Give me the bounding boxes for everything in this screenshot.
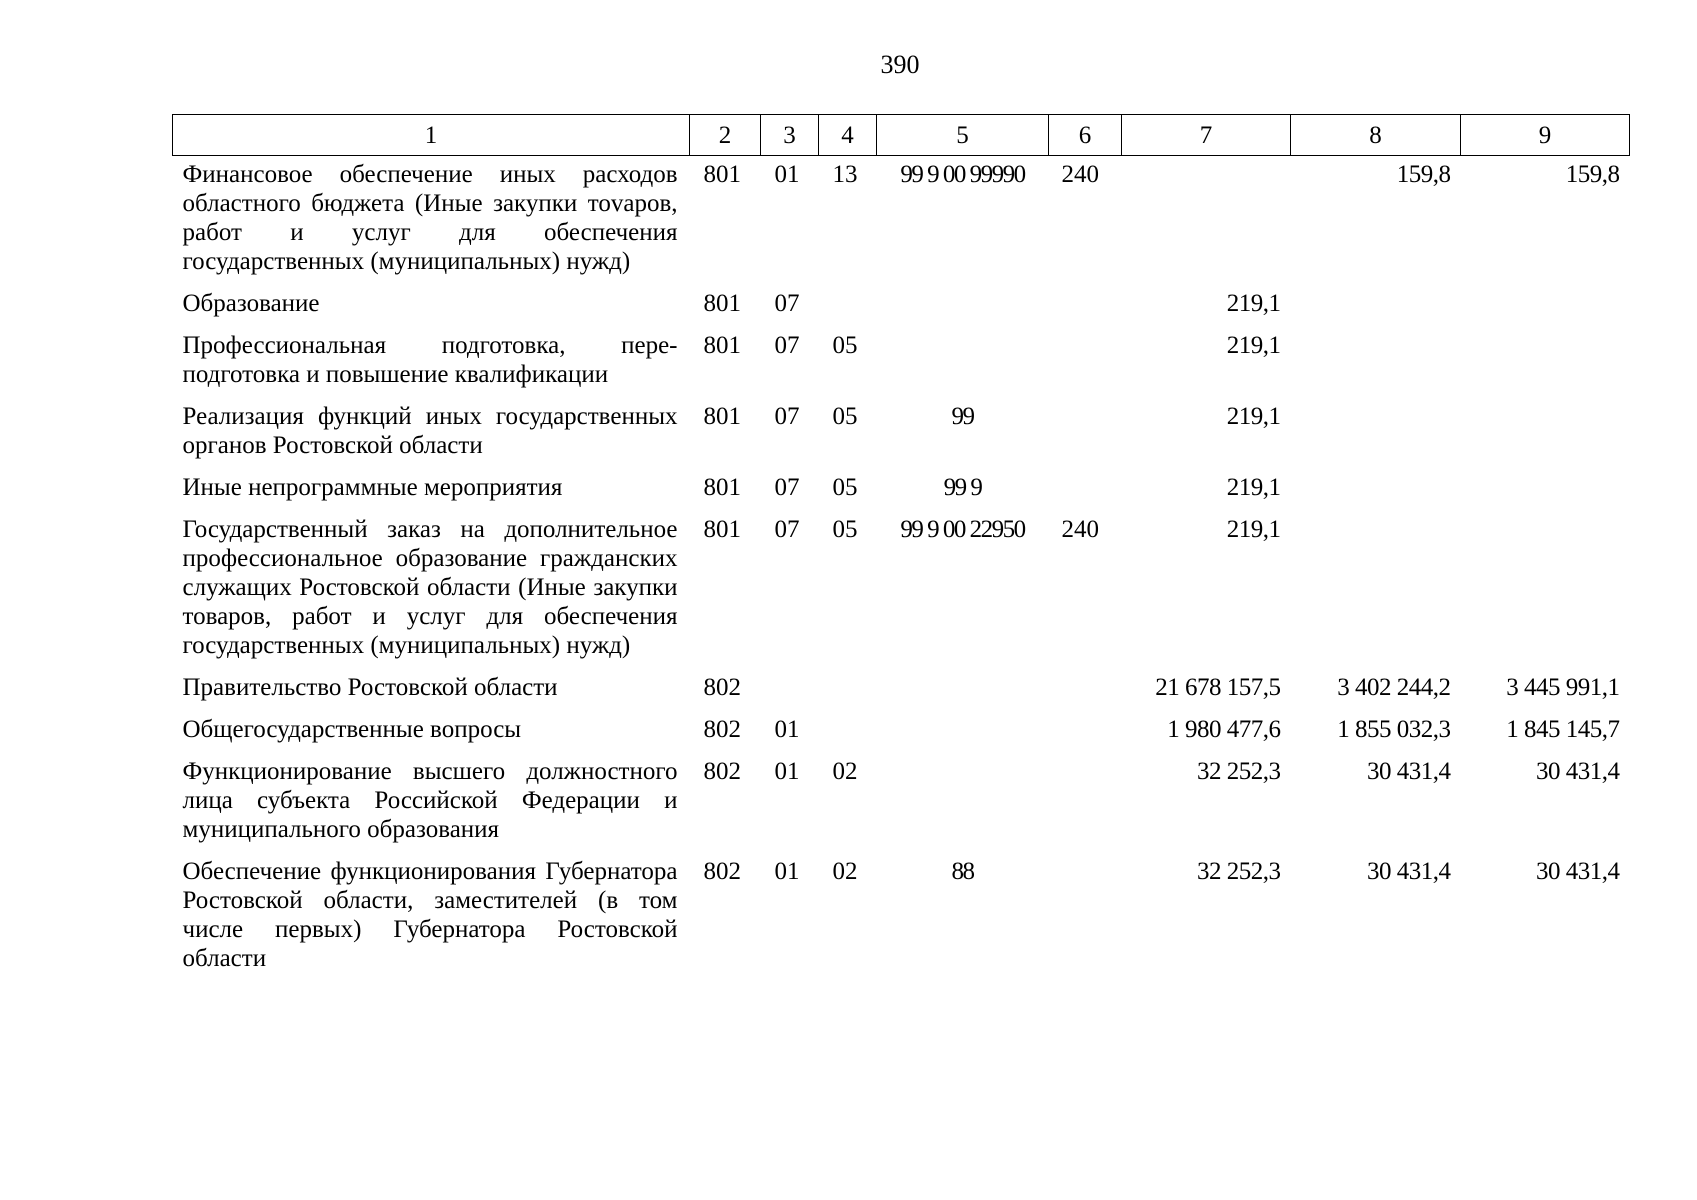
row-code-4: 02 [832,858,858,885]
column-header: 6 [1049,115,1122,156]
row-amount-9: 1 845 145,7 [1506,716,1620,743]
row-code-5 [877,285,1049,327]
row-amount-8: 30 431,4 [1367,758,1451,785]
row-amount-8: 30 431,4 [1367,858,1451,885]
row-code-2: 802 [703,858,741,885]
table-row [173,853,1630,982]
table-row [173,156,1630,286]
row-amount-8 [1291,469,1461,511]
row-code-5 [877,327,1049,398]
table-row [173,753,1630,853]
row-amount-9 [1461,469,1630,511]
row-code-4 [819,669,877,711]
row-amount-7: 32 252,3 [1197,858,1281,885]
row-code-2: 801 [703,516,741,543]
row-code-5: 99 9 00 99990 [900,161,1025,188]
row-amount-8 [1291,398,1461,469]
row-amount-9: 159,8 [1565,161,1620,188]
table-row [173,285,1630,327]
row-code-5 [877,669,1049,711]
column-number-row [173,115,1630,156]
row-code-2: 801 [703,161,741,188]
row-name: Профессиональная подготовка, переподготовка и повышение квалификации [182,332,678,388]
row-amount-7 [1122,156,1291,286]
row-code-5 [877,711,1049,753]
row-code-3: 01 [774,716,800,743]
row-name: Обеспечение функционирования Губернатора Ростовской области, заместителей (в том числе первых) Губернатора Ростовской области [182,858,678,972]
row-name: Функционирование высшего должностного лица субъекта Российской Федерации и муниципального образования [182,758,678,843]
row-name: Государственный заказ на дополнительное профессиональное образование гражданских служащих Ростовской области (Иные закупки товаров, работ и услуг для обеспечения государственных (муниципальных) нужд) [182,516,678,659]
row-amount-7: 32 252,3 [1197,758,1281,785]
row-code-6 [1049,669,1122,711]
row-code-2: 801 [703,474,741,501]
row-amount-8: 3 402 244,2 [1337,674,1451,701]
row-code-3: 07 [774,332,800,359]
row-code-2: 801 [703,332,741,359]
budget-table [172,114,1630,982]
row-amount-9: 30 431,4 [1536,758,1620,785]
row-code-4: 05 [832,403,858,430]
row-amount-7: 219,1 [1226,290,1281,317]
column-header: 2 [690,115,761,156]
row-code-6 [1049,398,1122,469]
row-amount-9 [1461,327,1630,398]
row-amount-7: 219,1 [1226,474,1281,501]
row-code-3: 07 [774,290,800,317]
row-code-3: 01 [774,858,800,885]
row-amount-8 [1291,285,1461,327]
row-amount-9 [1461,285,1630,327]
row-code-6 [1049,469,1122,511]
row-code-3: 07 [774,403,800,430]
table-body [173,156,1630,983]
column-header: 4 [819,115,877,156]
row-code-3: 01 [774,758,800,785]
row-code-2: 802 [703,758,741,785]
row-name: Образование [182,290,320,317]
row-amount-7: 1 980 477,6 [1167,716,1281,743]
row-name: Финансовое обеспечение иных расходов областного бюджета (Иные закупки тоvаров, работ и услуг для обеспечения государственных (муниципальных) нужд) [182,161,678,275]
row-code-5: 99 [951,403,974,430]
row-amount-7: 219,1 [1226,332,1281,359]
row-amount-9: 30 431,4 [1536,858,1620,885]
row-code-4: 02 [832,758,858,785]
row-code-5: 99 9 [943,474,982,501]
row-code-3 [761,669,819,711]
row-code-4 [819,285,877,327]
row-code-4: 05 [832,332,858,359]
row-code-6 [1049,285,1122,327]
table-row [173,327,1630,398]
row-code-6: 240 [1061,161,1099,188]
row-code-4: 13 [832,161,858,188]
row-name: Правительство Ростовской области [182,674,558,701]
table-row [173,511,1630,669]
row-code-2: 801 [703,290,741,317]
row-amount-8 [1291,511,1461,669]
row-code-4 [819,711,877,753]
table-row [173,711,1630,753]
row-code-6: 240 [1061,516,1099,543]
column-header: 8 [1291,115,1461,156]
row-code-3: 01 [774,161,800,188]
row-code-2: 802 [703,716,741,743]
row-name: Реализация функций иных государственных органов Ростовской области [182,403,678,459]
row-name: Иные непрограммные мероприятия [182,474,563,501]
column-header: 1 [173,115,690,156]
row-code-3: 07 [774,474,800,501]
table-row [173,669,1630,711]
page-number: 390 [880,50,920,79]
row-code-3: 07 [774,516,800,543]
column-header: 5 [877,115,1049,156]
row-amount-7: 219,1 [1226,403,1281,430]
row-amount-9 [1461,511,1630,669]
row-code-5 [877,753,1049,853]
row-code-5: 99 9 00 22950 [900,516,1025,543]
row-amount-8: 159,8 [1396,161,1451,188]
row-amount-9: 3 445 991,1 [1506,674,1620,701]
row-amount-9 [1461,398,1630,469]
row-code-6 [1049,711,1122,753]
row-code-2: 802 [703,674,741,701]
row-code-6 [1049,753,1122,853]
row-code-2: 801 [703,403,741,430]
row-code-4: 05 [832,474,858,501]
column-header: 9 [1461,115,1630,156]
row-code-4: 05 [832,516,858,543]
column-header: 3 [761,115,819,156]
row-amount-8 [1291,327,1461,398]
row-name: Общегосударственные вопросы [182,716,522,743]
row-amount-7: 21 678 157,5 [1155,674,1281,701]
row-amount-8: 1 855 032,3 [1337,716,1451,743]
row-amount-7: 219,1 [1226,516,1281,543]
column-header: 7 [1122,115,1291,156]
table-row [173,469,1630,511]
row-code-5: 88 [951,858,974,885]
table-row [173,398,1630,469]
row-code-6 [1049,327,1122,398]
row-code-6 [1049,853,1122,982]
